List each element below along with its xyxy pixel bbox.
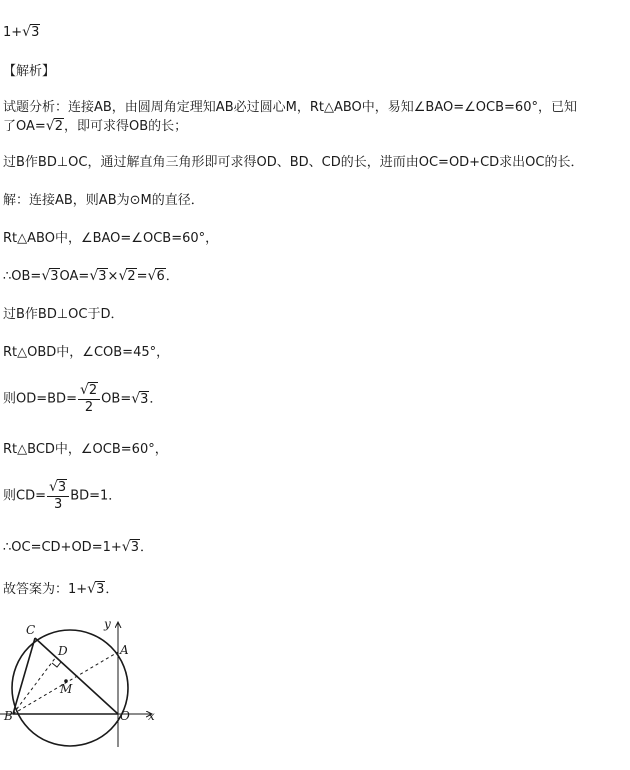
sqrt-symbol: √ 3 [22, 24, 40, 40]
s8-text: 则CD= [3, 488, 46, 504]
s6-text: ． [149, 391, 163, 407]
sqrt-symbol: √ 3 [121, 539, 139, 555]
solution-step-8 [3, 479, 121, 513]
solution-step-2: Rt△ABO中，∠BAO=∠OCB=60°， [3, 231, 219, 246]
analysis-line-1: 试题分析：连接AB，由圆周角定理知AB必过圆心M，Rt△ABO中，易知∠BAO=∠OCB=60°，已知 [3, 100, 577, 115]
sqrt-symbol: √ 3 [87, 581, 105, 597]
s3-radicand: 6 [156, 269, 165, 284]
label-b: B [4, 709, 13, 723]
s3-radicand: 3 [50, 269, 59, 284]
s3-text: ． [165, 269, 179, 284]
geometry-figure [0, 612, 170, 762]
sqrt-symbol: √ 2 [118, 268, 136, 284]
right-angle-mark [52, 662, 61, 667]
solution-step-4: 过B作BD⊥OC于D． [3, 307, 124, 322]
label-m: M [60, 682, 73, 696]
fraction [78, 382, 100, 416]
sqrt-symbol: √ 3 [41, 268, 59, 284]
s6-text: 则OD=BD= [3, 391, 77, 407]
answer-prefix: 1+ [3, 25, 23, 40]
s9-radicand: 3 [130, 540, 139, 555]
s3-radicand: 3 [98, 269, 107, 284]
label-y: y [104, 617, 111, 631]
sqrt-symbol: √ 6 [147, 268, 165, 284]
s3-text: OA= [59, 269, 90, 284]
section-title: 【解析】 [3, 64, 56, 79]
s10-text: ． [105, 582, 119, 597]
solution-step-1: 解：连接AB，则AB为⊙M的直径． [3, 193, 204, 208]
s10-radicand: 3 [96, 582, 105, 597]
s3-text: ∴OB= [3, 269, 42, 284]
label-x: x [148, 709, 155, 723]
label-d: D [58, 644, 68, 658]
sqrt-symbol: √ 3 [131, 390, 149, 407]
s10-text: 故答案为：1+ [3, 582, 88, 597]
answer-line [3, 24, 40, 41]
segment-bd [13, 657, 56, 714]
analysis-radicand: 2 [54, 119, 63, 134]
solution-step-10 [3, 581, 118, 598]
s9-text: ∴OC=CD+OD=1+ [3, 540, 122, 555]
analysis-line-2 [3, 118, 187, 135]
s6-numerator: 2 [88, 383, 98, 398]
sqrt-symbol: √ 3 [89, 268, 107, 284]
label-a: A [120, 643, 129, 657]
s8-text: BD=1． [70, 488, 122, 504]
s6-radicand: 3 [140, 391, 149, 407]
s3-text: = [136, 269, 148, 284]
s3-radicand: 2 [127, 269, 136, 284]
analysis-line-3: 过B作BD⊥OC，通过解直角三角形即可求得OD、BD、CD的长，进而由OC=OD+CD求出OC的长． [3, 155, 584, 170]
sqrt-symbol: √ 2 [45, 118, 63, 134]
s8-denominator: 3 [53, 497, 63, 512]
s6-text: OB= [101, 391, 132, 407]
solution-step-6 [3, 382, 162, 416]
analysis-line-2-pre: 了OA= [3, 119, 46, 134]
segment-bc [13, 638, 35, 714]
label-c: C [26, 623, 36, 637]
solution-step-3 [3, 268, 179, 285]
s3-text: × [107, 269, 119, 284]
sqrt-symbol: √ 3 [48, 479, 67, 495]
solution-step-7: Rt△BCD中，∠OCB=60°， [3, 442, 168, 457]
label-o: O [120, 709, 130, 723]
s6-denominator: 2 [84, 400, 94, 415]
analysis-line-2-post: ，即可求得OB的长； [64, 119, 188, 134]
solution-step-5: Rt△OBD中，∠COB=45°， [3, 345, 170, 360]
sqrt-symbol: √ 2 [79, 382, 98, 398]
s8-numerator: 3 [57, 480, 67, 495]
fraction [47, 479, 69, 513]
solution-step-9 [3, 539, 153, 556]
s9-text: ． [139, 540, 153, 555]
answer-radicand: 3 [31, 25, 40, 40]
